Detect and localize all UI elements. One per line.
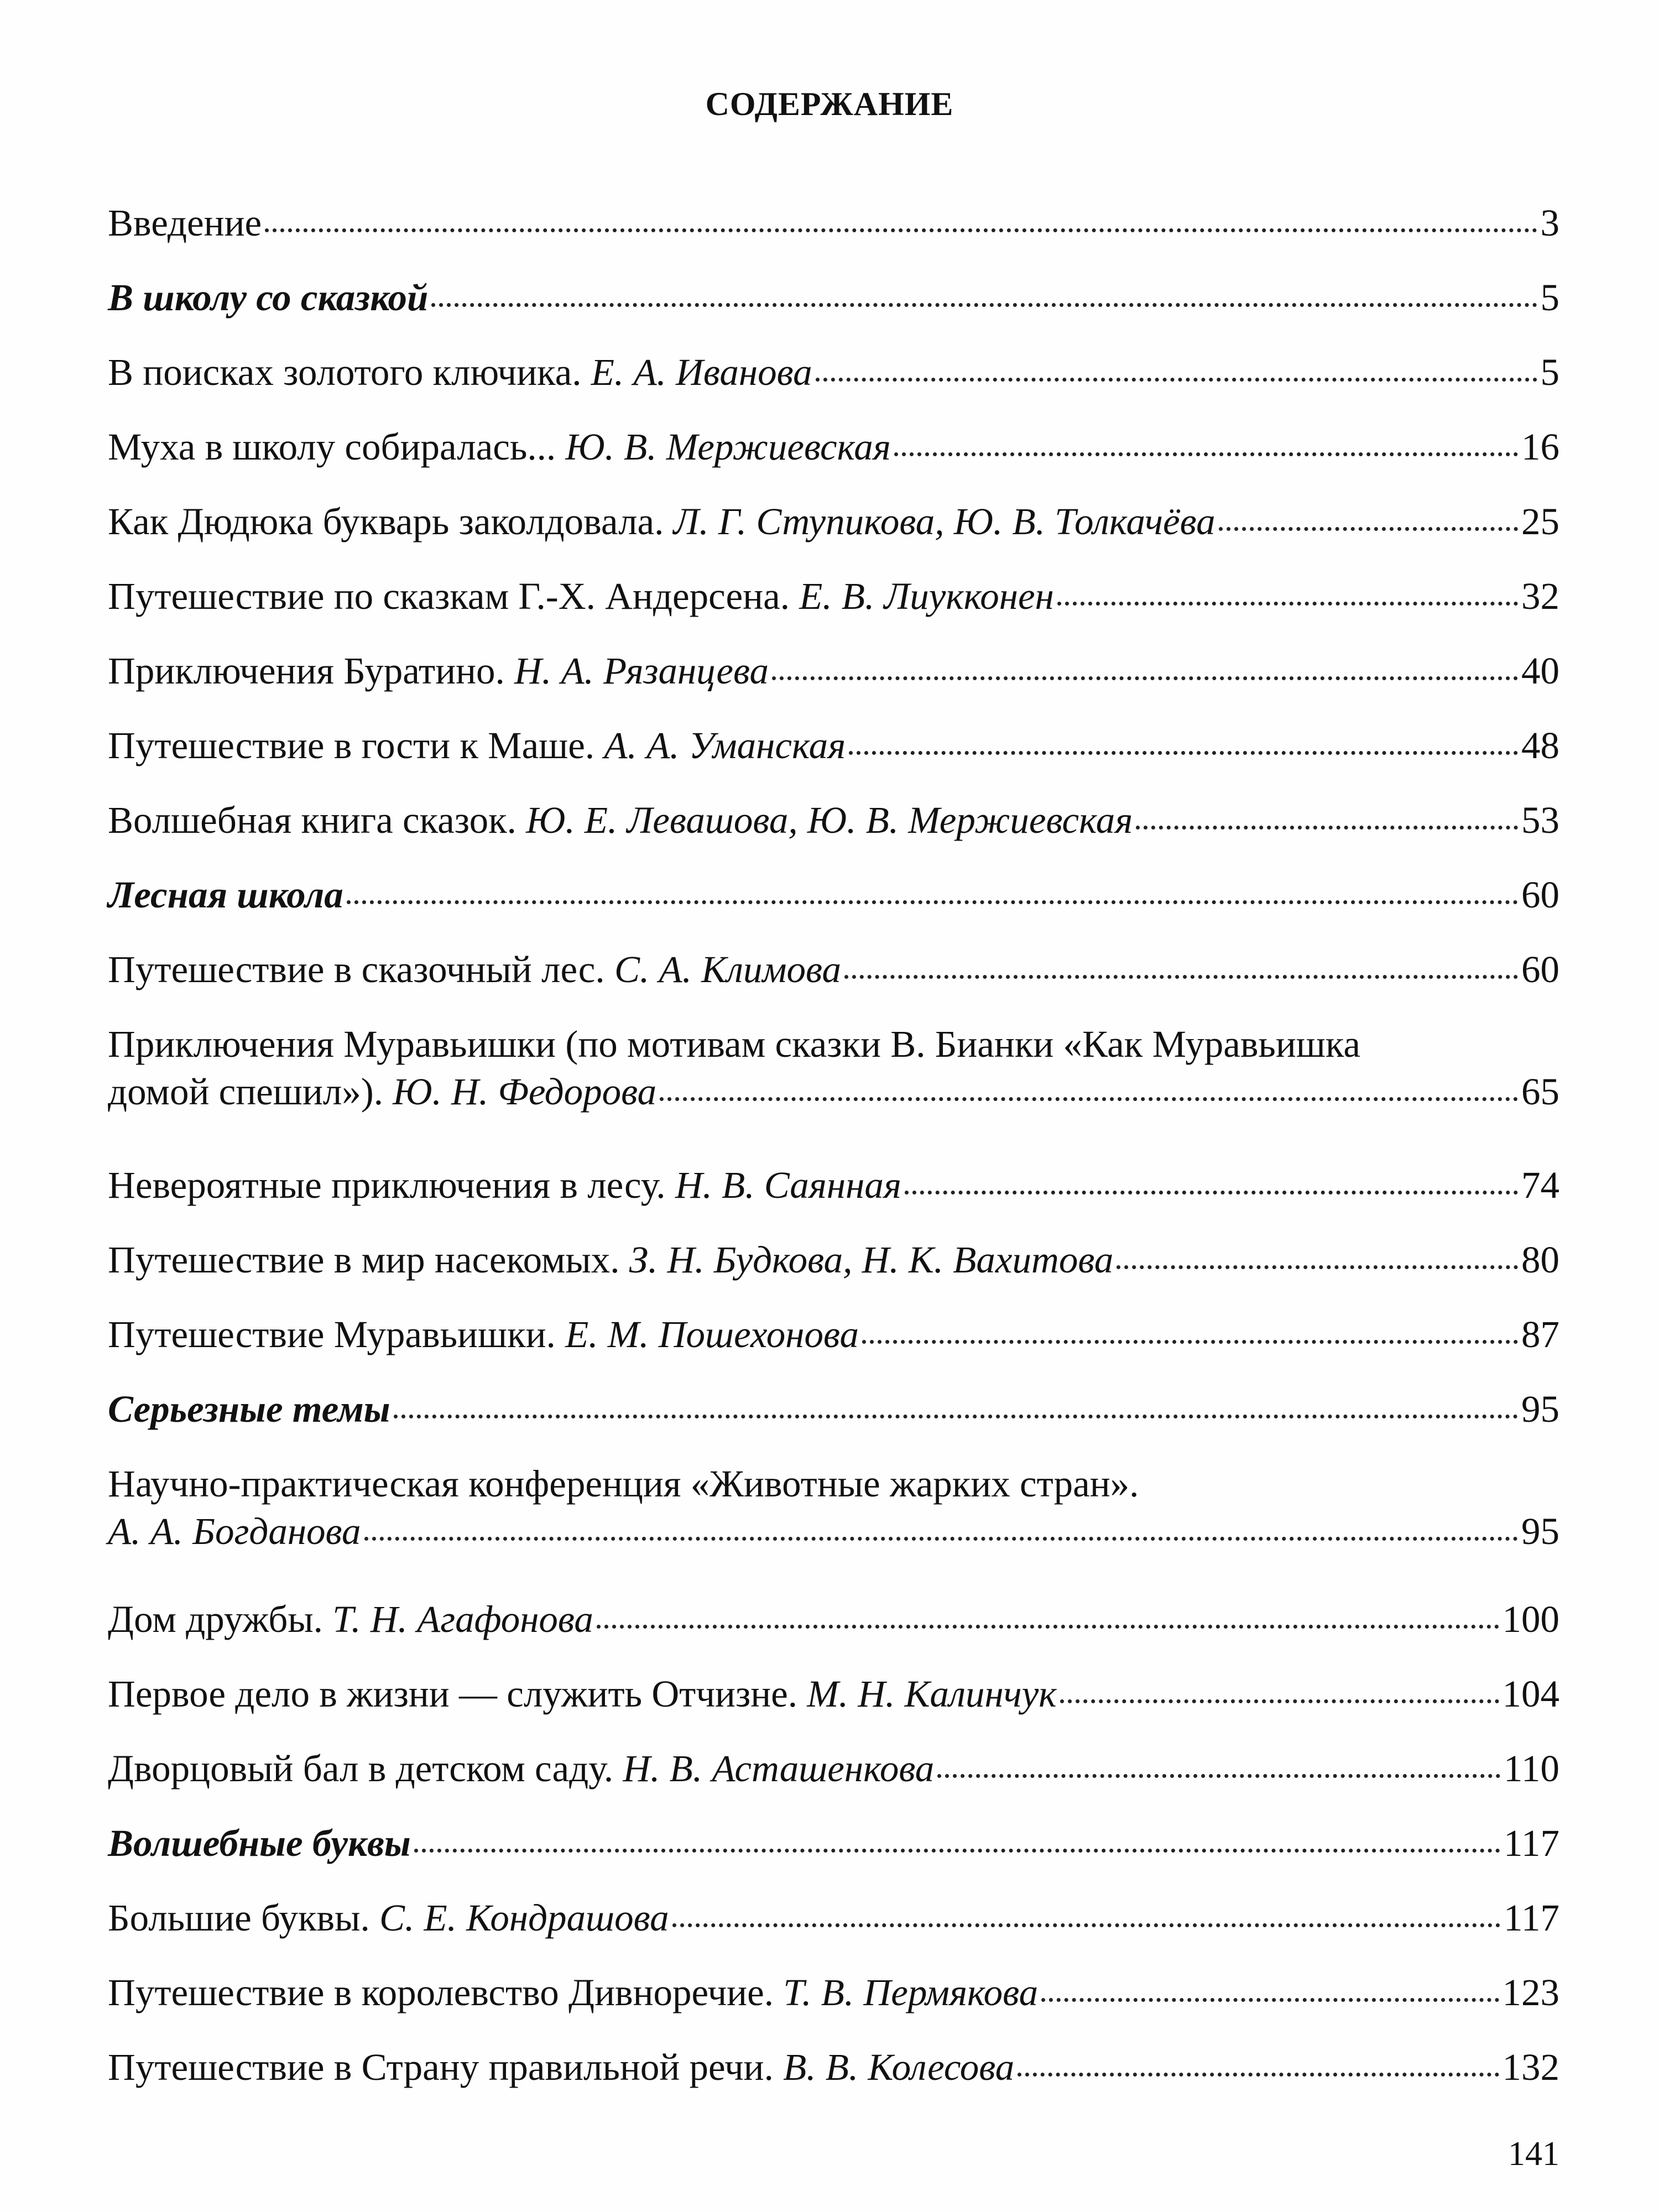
toc-entry-author: Н. В. Саянная xyxy=(675,1164,901,1206)
toc-entry-title: Путешествие в гости к Маше. xyxy=(108,724,604,766)
toc-entry-line xyxy=(108,199,1559,247)
toc-entry-author: Е. В. Лиукконен xyxy=(799,575,1054,617)
toc-entry-line xyxy=(108,1595,1559,1643)
toc-page-number: 123 xyxy=(1502,1971,1559,2013)
toc-page-number: 3 xyxy=(1540,202,1559,244)
toc-entry-author: Е. А. Иванова xyxy=(591,351,812,393)
dot-leader xyxy=(1018,2069,1499,2080)
toc-section-heading xyxy=(108,871,1559,919)
toc-entry-author: С. Е. Кондрашова xyxy=(379,1897,669,1939)
toc-entry-author: З. Н. Будкова, Н. К. Вахитова xyxy=(629,1239,1114,1281)
dot-leader xyxy=(1041,1994,1499,2005)
toc-entry-author: Н. В. Асташенкова xyxy=(623,1747,935,1790)
toc-entry xyxy=(108,572,1559,620)
toc-entry-title: Муха в школу собиралась... xyxy=(108,426,566,468)
toc-entry xyxy=(108,498,1559,545)
toc-page-number: 5 xyxy=(1540,276,1559,319)
toc-section-title: Лесная школа xyxy=(108,874,343,916)
dot-leader xyxy=(905,1187,1518,1198)
toc-entry xyxy=(108,2043,1559,2091)
dot-leader xyxy=(672,1919,1500,1931)
toc-page-number: 25 xyxy=(1521,500,1559,542)
toc-entry xyxy=(108,1236,1559,1284)
toc-entry-title: Путешествие в сказочный лес. xyxy=(108,948,614,990)
toc-entry-line xyxy=(108,498,1559,545)
page-number: 141 xyxy=(1508,2135,1559,2173)
toc-entry-title: Путешествие в королевство Дивноречие. xyxy=(108,1971,784,2013)
toc-section-heading xyxy=(108,274,1559,321)
toc-section-heading xyxy=(108,1819,1559,1867)
toc-page-number: 117 xyxy=(1504,1897,1559,1939)
toc-entry-line xyxy=(108,722,1559,769)
toc-page-number: 110 xyxy=(1504,1747,1559,1790)
toc-entry xyxy=(108,647,1559,695)
dot-leader xyxy=(1219,523,1518,534)
toc-page-number: 53 xyxy=(1521,799,1559,841)
toc-entry-line xyxy=(108,1068,1559,1115)
dot-leader xyxy=(414,1845,1500,1856)
toc-page-number: 74 xyxy=(1521,1164,1559,1206)
toc-entry-author: Е. М. Пошехонова xyxy=(565,1313,859,1355)
toc-entry-line xyxy=(108,1670,1559,1718)
toc-entry xyxy=(108,348,1559,396)
toc-entry-title: Путешествие в мир насекомых. xyxy=(108,1239,629,1281)
toc-entry-author: М. Н. Калинчук xyxy=(807,1673,1057,1715)
toc-page-number: 100 xyxy=(1502,1598,1559,1640)
toc-page-number: 80 xyxy=(1521,1239,1559,1281)
dot-leader xyxy=(1057,598,1518,609)
dot-leader xyxy=(265,225,1537,236)
toc-entry-title: Как Дюдюка букварь заколдовала. xyxy=(108,500,674,542)
toc-entry-author: Т. Н. Агафонова xyxy=(332,1598,593,1640)
toc-page-number: 132 xyxy=(1502,2046,1559,2088)
toc-entry-author: Ю. Е. Левашова, Ю. В. Мержиевская xyxy=(526,799,1133,841)
toc-entry-line xyxy=(108,946,1559,993)
toc-entry-author: Ю. В. Мержиевская xyxy=(565,426,891,468)
toc-page-number: 32 xyxy=(1521,575,1559,617)
dot-leader xyxy=(1060,1695,1499,1707)
toc-section-title: Серьезные темы xyxy=(108,1388,390,1430)
toc-entry xyxy=(108,1969,1559,2016)
toc-entry-author: Т. В. Пермякова xyxy=(783,1971,1039,2013)
toc-page-number: 95 xyxy=(1521,1510,1559,1552)
toc-entry xyxy=(108,1460,1559,1555)
toc-entry-line xyxy=(108,572,1559,620)
dot-leader xyxy=(660,1093,1518,1104)
toc-entry-author: Л. Г. Ступикова, Ю. В. Толкачёва xyxy=(673,500,1215,542)
toc-entry-title: Путешествие в Страну правильной речи. xyxy=(108,2046,784,2088)
dot-leader xyxy=(937,1770,1500,1781)
toc-entry-line xyxy=(108,871,1559,919)
toc-entry-author: А. А. Богданова xyxy=(108,1510,361,1552)
dot-leader xyxy=(597,1621,1499,1632)
toc-entry xyxy=(108,423,1559,471)
toc-entry-title: домой спешил»). xyxy=(108,1071,393,1113)
toc-entry xyxy=(108,1894,1559,1942)
toc-entry xyxy=(108,1745,1559,1792)
toc-entry xyxy=(108,1311,1559,1358)
toc-entry-line xyxy=(108,1161,1559,1209)
toc-page-number: 60 xyxy=(1521,874,1559,916)
toc-page-number: 65 xyxy=(1521,1071,1559,1113)
dot-leader xyxy=(394,1411,1518,1422)
toc-entry-title: Приключения Буратино. xyxy=(108,650,515,692)
dot-leader xyxy=(849,747,1518,758)
toc-page-number: 87 xyxy=(1521,1313,1559,1355)
toc-entry-author: Н. А. Рязанцева xyxy=(514,650,769,692)
toc-entry-title: Невероятные приключения в лесу. xyxy=(108,1164,675,1206)
dot-leader xyxy=(862,1336,1518,1347)
toc-entry xyxy=(108,1670,1559,1718)
toc-page-number: 5 xyxy=(1540,351,1559,393)
toc-entry-line xyxy=(108,274,1559,321)
dot-leader xyxy=(816,374,1537,385)
toc-entry-line xyxy=(108,796,1559,844)
toc-entry-line xyxy=(108,1894,1559,1942)
toc-section-title: Волшебные буквы xyxy=(108,1822,411,1864)
toc-entry xyxy=(108,1020,1559,1115)
page-title: СОДЕРЖАНИЕ xyxy=(705,86,954,122)
toc-entry-line xyxy=(108,1236,1559,1284)
toc-entry-line xyxy=(108,1819,1559,1867)
dot-leader xyxy=(347,896,1518,907)
toc-entry-title: Первое дело в жизни — служить Отчизне. xyxy=(108,1673,807,1715)
toc-entry-title: Волшебная книга сказок. xyxy=(108,799,526,841)
toc-entry-title: Дом дружбы. xyxy=(108,1598,333,1640)
toc-entry-line xyxy=(108,647,1559,695)
toc-entry xyxy=(108,1595,1559,1643)
toc-entry-line xyxy=(108,1969,1559,2016)
toc-entry-title-line: Приключения Муравьишки (по мотивам сказки В. Бианки «Как Муравьишка xyxy=(108,1023,1361,1065)
toc-entry-title: Путешествие по сказкам Г.-Х. Андерсена. xyxy=(108,575,800,617)
dot-leader xyxy=(894,448,1518,460)
toc-entry xyxy=(108,1161,1559,1209)
dot-leader xyxy=(772,672,1518,684)
toc-entry-line xyxy=(108,1507,1559,1555)
dot-leader xyxy=(431,299,1537,310)
toc-page-number: 95 xyxy=(1521,1388,1559,1430)
toc-section-title: В школу со сказкой xyxy=(108,276,429,319)
toc-entry-author: А. А. Уманская xyxy=(604,724,846,766)
toc-entry-title: Введение xyxy=(108,202,262,244)
toc-entry-line xyxy=(108,2043,1559,2091)
dot-leader xyxy=(844,971,1518,982)
toc-entry-line xyxy=(108,1311,1559,1358)
toc-entry xyxy=(108,199,1559,247)
toc-entry-author: В. В. Колесова xyxy=(783,2046,1015,2088)
toc-page-number: 104 xyxy=(1502,1673,1559,1715)
toc-page-number: 117 xyxy=(1504,1822,1559,1864)
toc-entry-line xyxy=(108,1385,1559,1433)
toc-page-number: 60 xyxy=(1521,948,1559,990)
toc-page-number: 48 xyxy=(1521,724,1559,766)
toc-page-number: 40 xyxy=(1521,650,1559,692)
toc-entry xyxy=(108,722,1559,769)
dot-leader xyxy=(364,1533,1518,1544)
toc-entry-line xyxy=(108,423,1559,471)
toc-entry xyxy=(108,796,1559,844)
toc-entry-line xyxy=(108,1745,1559,1792)
toc-entry-title: Большие буквы. xyxy=(108,1897,379,1939)
dot-leader xyxy=(1136,822,1518,833)
toc-entry-line xyxy=(108,348,1559,396)
toc-entry-title: Путешествие Муравьишки. xyxy=(108,1313,566,1355)
toc-entry-title: Дворцовый бал в детском саду. xyxy=(108,1747,623,1790)
toc-entry-author: С. А. Климова xyxy=(614,948,842,990)
toc-section-heading xyxy=(108,1385,1559,1433)
toc-entry-title-line: Научно-практическая конференция «Животные жарких стран». xyxy=(108,1463,1139,1505)
toc-page-number: 16 xyxy=(1521,426,1559,468)
toc-entry-title: В поисках золотого ключика. xyxy=(108,351,591,393)
toc-entry-author: Ю. Н. Федорова xyxy=(393,1071,657,1113)
dot-leader xyxy=(1117,1261,1518,1272)
toc-entry xyxy=(108,946,1559,993)
